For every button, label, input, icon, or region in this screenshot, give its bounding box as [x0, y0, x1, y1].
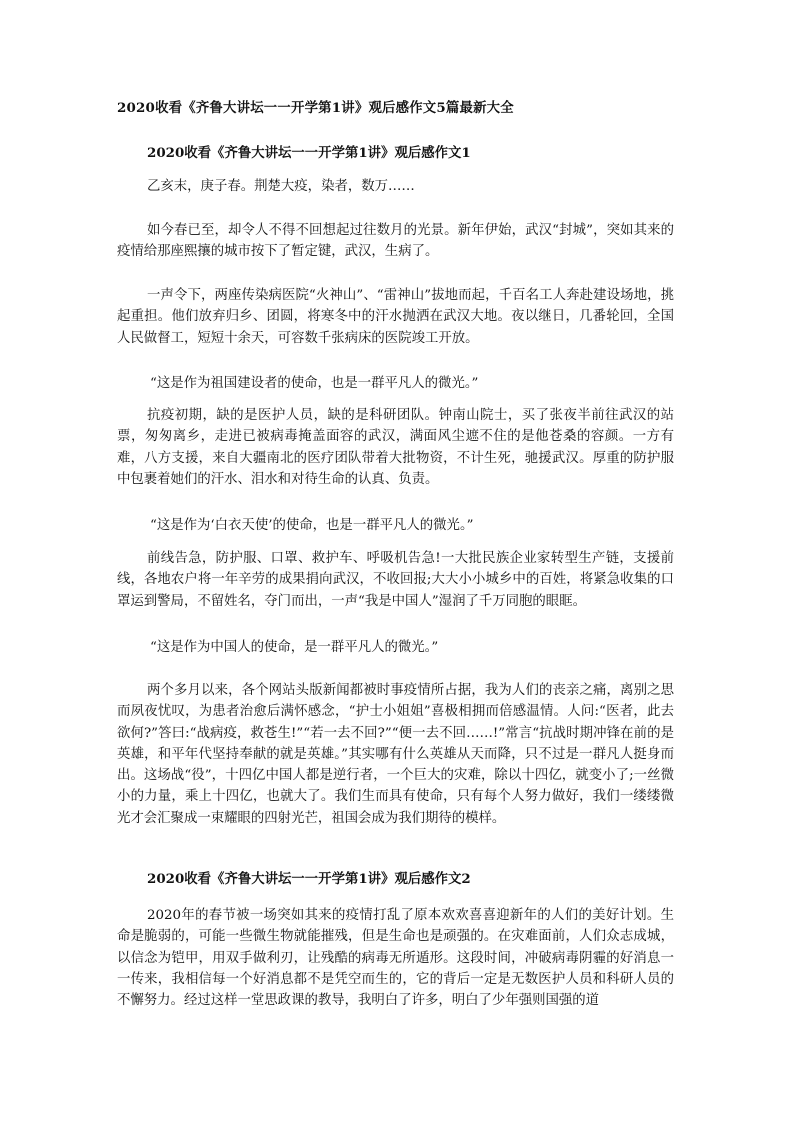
section-heading-2: 2020收看《齐鲁大讲坛一一开学第1讲》观后感作文2: [147, 871, 471, 887]
paragraph: 2020年的春节被一场突如其来的疫情打乱了原本欢欢喜喜迎新年的人们的美好计划。生命是脆弱的，可能一些微生物就能摧残，但是生命也是顽强的。在灾难面前，人们众志成城，以信念为铠甲，用双手做利刃，让残酷的病毒无所遁形。这段时间，冲破病毒阴霾的好消息一一传来，我相信每一个好消息都不是凭空而生的，它的背后一定是无数医护人员和科研人员的不懈努力。经过这样一堂思政课的教导，我明白了许多，明白了少年强则国强的道: [117, 908, 674, 1009]
paragraph: 乙亥末，庚子春。荆楚大疫，染者，数万……: [147, 179, 415, 194]
paragraph: 前线告急，防护服、口罩、救护车、呼吸机告急!一大批民族企业家转型生产链，支援前线，各地农户将一年辛劳的成果捐向武汉，不收回报;大大小小城乡中的百姓，将紧急收集的口罩运到警局，不留姓名，夺门而出，一声“我是中国人”湿润了千万同胞的眼眶。: [117, 551, 674, 609]
paragraph: 抗疫初期，缺的是医护人员，缺的是科研团队。钟南山院士，买了张夜半前往武汉的站票，匆匆离乡，走进已被病毒掩盖面容的武汉，满面风尘遮不住的是他苍桑的容颜。一方有难，八方支援，来自大疆南北的医疗团队带着大批物资，不计生死，驰援武汉。厚重的防护服中包裹着她们的汗水、泪水和对待生命的认真、负责。: [117, 408, 674, 487]
document-title: 2020收看《齐鲁大讲坛一一开学第1讲》观后感作文5篇最新大全: [117, 100, 514, 116]
quote-line: “这是作为中国人的使命，是一群平凡人的微光。”: [150, 640, 439, 655]
quote-line: “这是作为祖国建设者的使命，也是一群平凡人的微光。”: [150, 376, 479, 391]
paragraph: 一声令下，两座传染病医院“火神山”、“雷神山”拔地而起，千百名工人奔赴建设场地，挑起重担。他们放弃归乡、团圆，将寒冬中的汗水抛洒在武汉大地。夜以继日，几番轮回，全国人民做督工，短短十余天，可容数千张病床的医院竣工开放。: [117, 288, 674, 346]
section-heading-1: 2020收看《齐鲁大讲坛一一开学第1讲》观后感作文1: [147, 145, 471, 161]
quote-line: “这是作为‘白衣天使’的使命，也是一群平凡人的微光。”: [150, 518, 474, 533]
paragraph: 两个多月以来，各个网站头版新闻都被时事疫情所占据，我为人们的丧亲之痛，离别之思而夙夜忧叹，为患者治愈后满怀感念，“护士小姐姐”喜极相拥而倍感温情。人问:“医者，此去欲何?”答曰:“战病疫，救苍生!”“若一去不回?”“便一去不回……!”常言“抗战时期冲锋在前的是英雄，和平年代坚持奉献的就是英雄。”其实哪有什么英雄从天而降，只不过是一群凡人挺身而出。这场战“役”，十四亿中国人都是逆行者，一个巨大的灾难，除以十四亿，就变小了;一丝微小的力量，乘上十四亿，也就大了。我们生而具有使命，只有每个人努力做好，我们一缕缕微光才会汇聚成一束耀眼的四射光芒，祖国会成为我们期待的模样。: [117, 683, 674, 826]
paragraph: 如今春已至，却令人不得不回想起过往数月的光景。新年伊始，武汉“封城”，突如其来的疫情给那座熙攘的城市按下了暂定键，武汉，生病了。: [117, 223, 674, 260]
